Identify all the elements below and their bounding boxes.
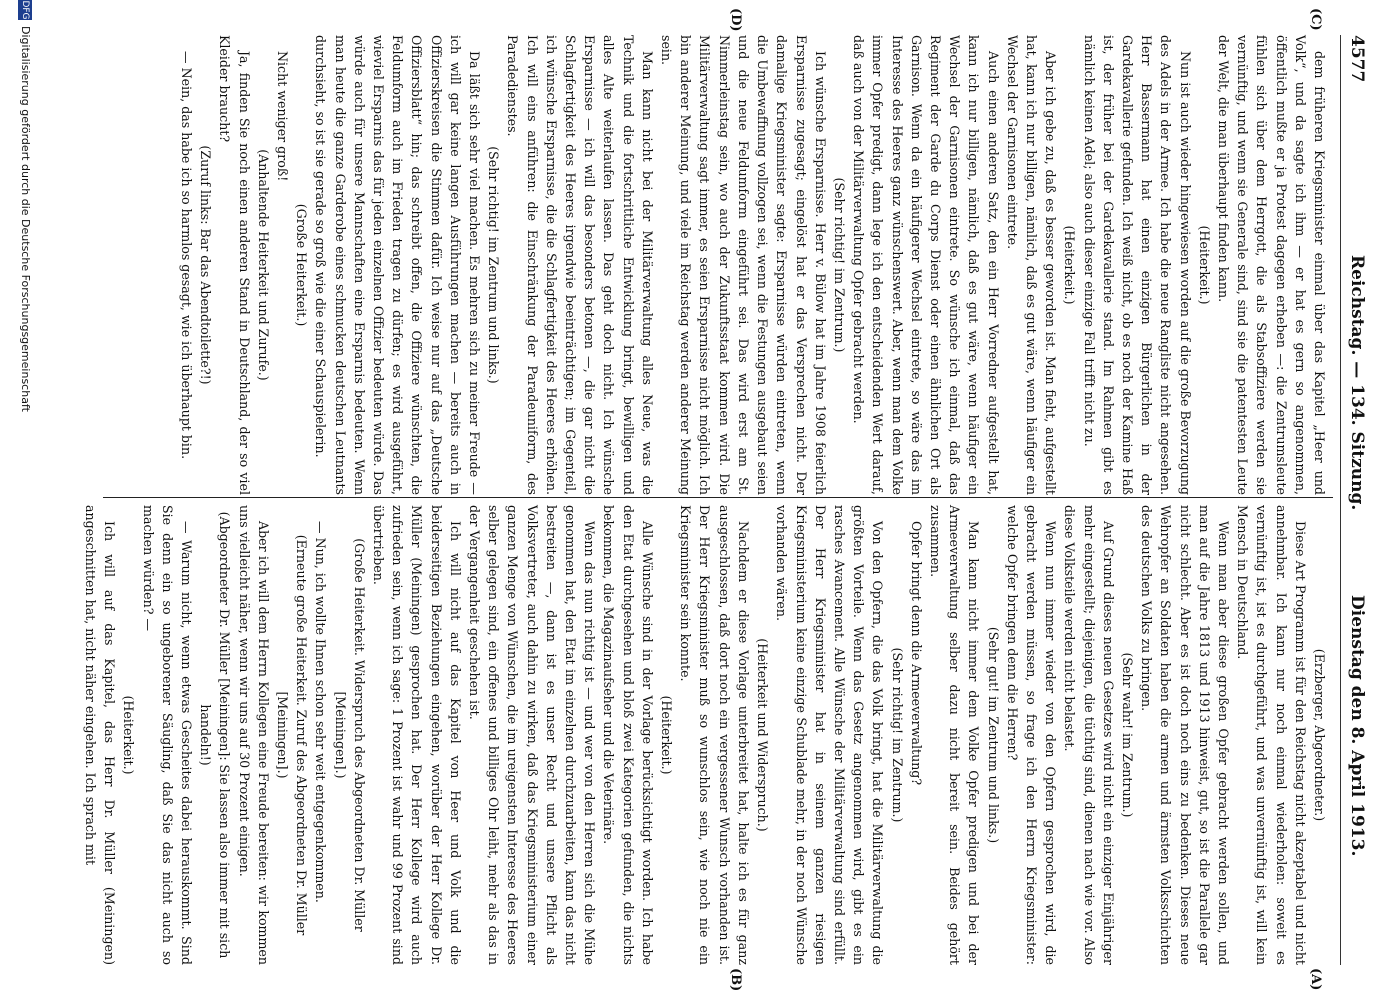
paragraph: (Sehr richtig! im Zentrum.) — [889, 647, 905, 823]
paragraph: Wenn man aber diese großen Opfer gebracht werden sollen, und man auf die Jahre 1813 und 1913 hinweist, gut, so ist die Parallele gar nicht schlecht. Aber es ist doch noch eins zu bedenken. Dieses neue Wehropfer an Soldaten haben die armen und ärmsten Volksschichten des deutschen Volks zu bringen. — [1139, 505, 1231, 965]
column-divider — [103, 497, 1333, 498]
paragraph: (Sehr richtig! im Zentrum.) — [831, 177, 847, 353]
paragraph: (Zuruf links: Bar das Abendtoilette?!) — [198, 145, 214, 385]
session-date: Dienstag den 8. April 1913. — [1347, 595, 1367, 857]
paragraph: — Nun, ich wollte Ihnen schon sehr weit entgegenkommen. — [313, 521, 329, 903]
paragraph: (Erneute große Heiterkeit. Zuruf des Abgeordneten Dr. Müller [Meiningen].) — [275, 534, 310, 936]
footer-text: Digitalisierung gefördert durch die Deutsche Forschungsgemeinschaft — [19, 26, 32, 412]
paragraph: Von den Opfern, die das Volk bringt, hat die Militärverwaltung die größten Vorteile. Wenn das Gesetz angenommen wird, gibt es ein rasches Avancement. Alle Wünsche der Militärverwaltung sind erfüllt. Der Herr Kriegsminister hat in seinem ganzen riesigen Kriegsministerium keine einzige Schublade mehr, in der noch Wünsche vorhanden wären. — [774, 505, 886, 965]
paragraph: Wenn nun immer wieder von den Opfern gesprochen wird, die gebracht werden müssen, so frage ich den Herrn Kriegsminister: welche Opfer bringen denn die Herren? — [1004, 505, 1059, 965]
paragraph: (Heiterkeit und Widerspruch.) — [755, 638, 771, 832]
margin-letter-c: (C) — [1308, 8, 1323, 31]
paragraph: Aber ich gebe zu, daß es besser geworden ist. Man fieht, aufgestellt hat, kann ich nur billigen, nämlich, daß es gut wäre, wenn häufiger ein Wechsel der Garnisonen eintrete. — [1004, 35, 1059, 495]
paragraph: (Heiterkeit.) — [1062, 225, 1078, 305]
page-header — [1340, 35, 1371, 965]
page-number: 4577 — [1347, 35, 1367, 83]
paragraph: (Heiterkeit.) — [1196, 225, 1212, 305]
paragraph: (Heiterkeit.) — [121, 695, 137, 775]
paragraph: (Abgeordneter Dr. Müller [Meiningen]: Sie lassen also immer mit sich handeln!) — [198, 511, 233, 959]
paragraph: Da läßt sich sehr viel machen. Es mehren sich zu meiner Freude — ich will gar keine langen Ausführungen machen — bereits auch in Offizierskreisen die Stimmen dafür. Ich weise nur auf das „Deutsche Offiziersblatt“ hin; das schreibt offen, die Offiziere wünschten, die Feldumform auch im Frieden tragen zu dürfen; es wird ausgeführt, wieviel Ersparnis das für jeden einzelnen Offizier bedeuten würde. Das würde auch für unsere Mannschaften eine Ersparnis bedeuten. Wenn man heute die ganze Garderobe eines schmucken deutschen Leutnants durchsieht, so ist sie gerade so groß wie die einer Schauspielerin. — [313, 35, 483, 495]
footer — [8, 0, 38, 1000]
paragraph: (Sehr wahr! im Zentrum.) — [1119, 652, 1135, 818]
paragraph: Nicht weniger groß! — [275, 51, 291, 182]
paragraph: (Anhaltende Heiterkeit und Zurufe.) — [255, 149, 271, 381]
margin-letter-a: (A) — [1308, 968, 1323, 991]
dfg-logo: DFG — [20, 0, 30, 20]
paragraph: Nachdem er diese Vorlage unterbreitet hat, halte ich es für ganz ausgeschlossen, daß dort noch ein vergessener Wunsch vorhanden ist. Der Herr Kriegsminister muß so wunschlos sein, wie noch nie ein Kriegsminister sein konnte. — [678, 505, 751, 965]
paragraph: (Große Heiterkeit.) — [294, 203, 310, 327]
paragraph: (Große Heiterkeit. Widerspruch des Abgeordneten Dr. Müller [Meiningen].) — [332, 538, 367, 932]
margin-letter-d: (D) — [728, 8, 743, 32]
paragraph: (Heiterkeit.) — [659, 695, 675, 775]
paragraph: Diese Art Programm ist für den Reichstag nicht akzeptabel und nicht annehmbar. Ich kann nur noch einmal wiederholen: soweit es vernünftig ist, ist es durchgeführt, und was unvernünftig ist, will kein Mensch in Deutschland. — [1235, 505, 1308, 965]
paragraph: Ich wünsche Ersparnisse. Herr v. Bülow hat im Jahre 1908 feierlich Ersparnisse zugesagt; eingelöst hat er das Versprechen nicht. Der damalige Kriegsminister sagte: Ersparnisse würden eintreten, wenn die Umbewaffnung vollzogen sei, wenn die Festungen ausgebaut seien und die neue Feldumform eingeführt sei. Das wird erst am St. Nimmerleinstag sein, wo auch der Zukunftsstaat kommen wird. Die Militärverwaltung sagt immer, es seien Ersparnisse nicht möglich. Ich bin anderer Meinung, und viele im Reichstag werden anderer Meinung sein. — [659, 35, 828, 495]
paragraph: (Sehr richtig! im Zentrum und links.) — [486, 146, 502, 384]
paragraph: Auf Grund dieses neuen Gesetzes wird nicht ein einziger Einjähriger mehr eingestellt; diejenigen, die tüchtig sind, dienen nach wie vor. Also diese Volksteile werden nicht belastet. — [1062, 505, 1116, 965]
paragraph: dem früheren Kriegsminister einmal über das Kapitel „Heer und Volk“, und da sagte ich ihm — er hat es gern so angenommen, öffentlich mußte er ja Protest dagegen erheben —: die Zentrumsleute fühlen sich über dem Herrgott, die als Stabsoffiziere werden sie vernünftig, und wenn sie Generale sind, sind sie die patentesten Leute der Welt, die man überhaupt finden kann. — [1215, 35, 1327, 495]
paragraph: Opfer bringt denn die Armeeverwaltung? — [908, 521, 924, 786]
margin-letter-b: (B) — [728, 968, 743, 992]
paragraph: (Sehr gut! im Zentrum und links.) — [985, 626, 1001, 844]
paragraph: — Warum nicht, wenn etwas Gescheites dabei herauskommt. Sind Sie denn ein so ungeborener Säugling, daß Sie das nicht auch so machen würden? — — [140, 505, 195, 965]
paragraph: (Erzberger, Abgeordneter.) — [1312, 648, 1327, 822]
column-left-text — [83, 505, 1329, 965]
paragraph: Man kann nicht bei der Militärverwaltung alles Neue, was die Technik und die fortschrittliche Entwicklung bringt, bewilligen und alles Alte weiterlaufen lassen. Das geht doch nicht. Ich wünsche Ersparnisse — ich will das besonders betonen —, die gar nicht die Schlagfertigkeit des Heeres irgendwie beeinträchtigen; im Gegenteil, ich wünsche Ersparnisse, die die Schlagfertigkeit des Heeres erhöhen. Ich will eins anführen: die Einschränkung der Paradeuniform, des Paradedienstes. — [505, 35, 655, 495]
paragraph: Ich will auf das Kapitel, das Herr Dr. Müller (Meiningen) angeschnitten hat, nicht näher eingehen. Ich sprach mit — [83, 505, 118, 965]
paragraph: Ich will nicht auf das Kapitel von Heer und Volk und die beiderseitigen Beziehungen eingehen, worüber der Herr Kollege Dr. Müller (Meiningen) gesprochen hat. Der Herr Kollege wird auch zufrieden sein, wenn ich sage: 1 Prozent ist wahr und 99 Prozent sind übertrieben. — [371, 505, 463, 965]
column-right-text — [104, 35, 1329, 495]
paragraph: Wenn das nun richtig ist — und wer von den Herren sich die Mühe genommen hat, den Etat im einzelnen durchzuarbeiten, kann das nicht bestreiten —, dann ist es unser Recht und unsere Pflicht als Volksvertreter, auch dahin zu wirken, daß das Kriegsministerium einer ganzen Menge von Wünschen, die im ureigensten Interesse des Heeres selber gelegen sind, ein offenes und billiges Ohr leiht, mehr als das in der Vergangenheit geschehen ist. — [467, 505, 598, 965]
paragraph: — Nein, das habe ich so harmlos gesagt, wie ich überhaupt bin. — [179, 51, 195, 460]
paragraph: Aber ich will dem Herrn Kollegen eine Freude bereiten: wir kommen uns vielleicht näher, wenn wir uns auf 30 Prozent einigen. — [236, 505, 271, 965]
paragraph: Man kann nicht immer dem Volke Opfer predigen und bei der Armeeverwaltung selber dazu nicht bereit sein. Beides gehört zusammen. — [927, 505, 982, 965]
paragraph: Ja, finden Sie noch einen anderen Stand in Deutschland, der so viel Kleider braucht? — [217, 35, 252, 495]
paragraph: Auch einen anderen Satz, den ein Herr Vorredner aufgestellt hat, kann ich nur billigen, nämlich, daß es gut wäre, wenn häufiger ein Wechsel der Garnisonen eintrete. So wünsche ich einmal, daß das Regiment der Garde du Corps Dienst oder einen ähnlichen Ort als Garnison. Wenn da ein häufigerer Wechsel eintrete, so wäre das im Interesse des Heeres ganz wünschenswert. Aber, wenn man dem Volke immer Opfer predigt, dann lege ich den entscheidenden Wert darauf, daß auch von der Militärverwaltung Opfer gebracht werden. — [851, 35, 1001, 495]
session-title: Reichstag. — 134. Sitzung. — [1347, 255, 1367, 511]
paragraph: Nun ist auch wieder hingewiesen worden auf die große Bevorzugung des Adels in der Armee. Ich habe die neue Rangliste nicht angesehen. Herr Bassermann hat einen einzigen Bürgerlichen in der Gardekavallerie gefunden. Ich weiß nicht, ob es noch der Kamine Haß ist, der früher bei der Gardekavallerie stand. Im Rahmen gibt es nämlich keinen Adel; also auch dieser einzige Fall trifft nicht zu. — [1081, 35, 1193, 495]
paragraph: Alle Wünsche sind in der Vorlage berücksichtigt worden. Ich habe den Etat durchgesehen und bloß zwei Kategorien gefunden, die nichts bekommen, die Magazinaufseher und die Veterinäre. — [601, 505, 655, 965]
